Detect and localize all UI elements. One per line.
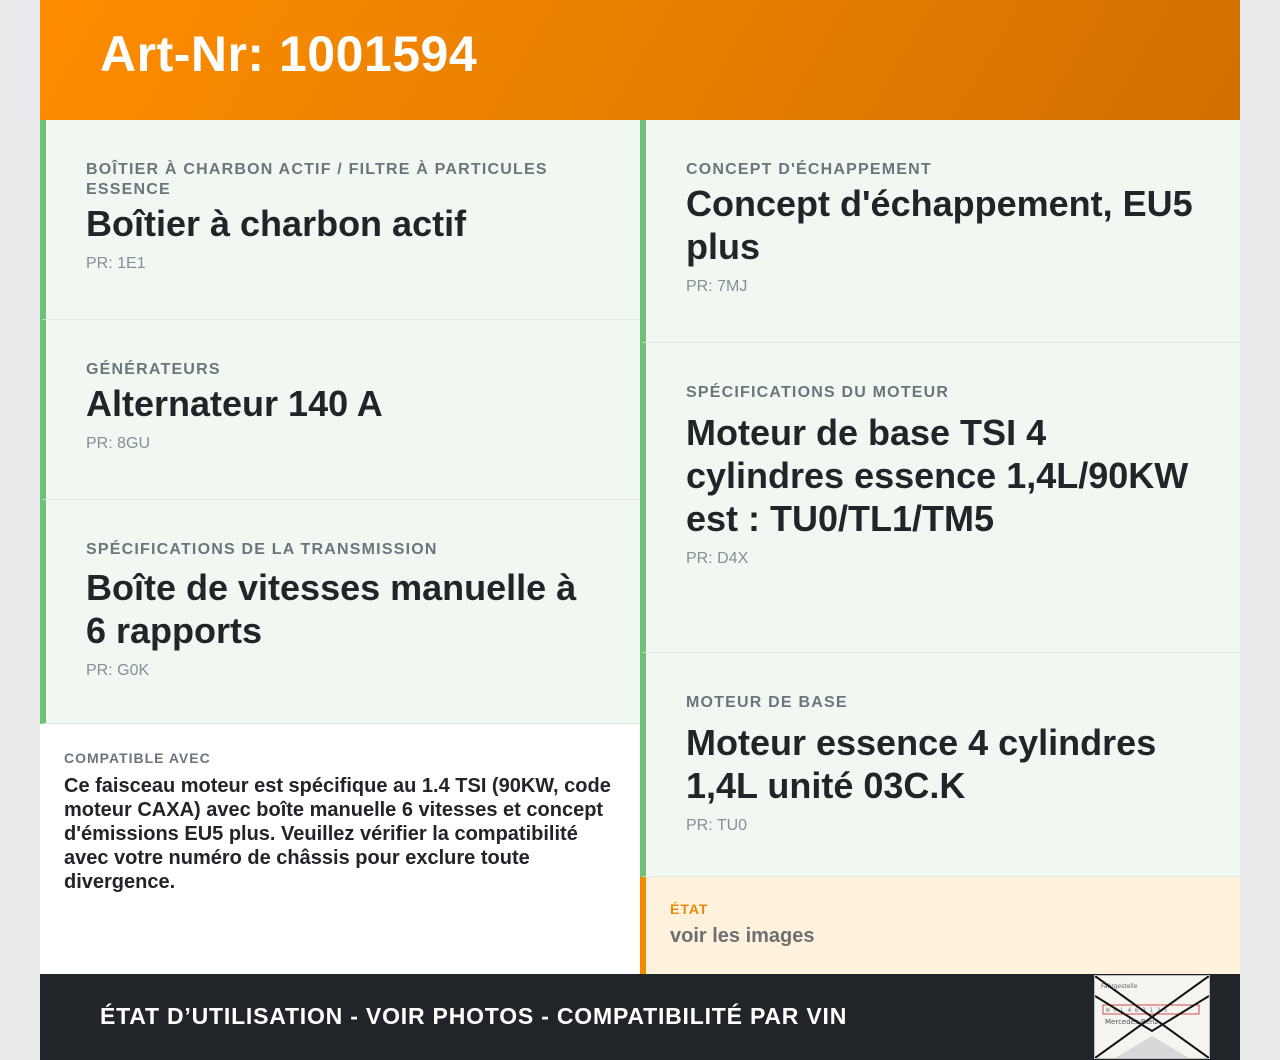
footer-bar: [40, 974, 1240, 1060]
spec-value: Concept d'échappement, EU5 plus: [686, 183, 1193, 267]
spec-value: Boîtier à charbon actif: [86, 203, 467, 244]
spec-category: MOTEUR DE BASE: [686, 694, 848, 711]
spec-pr-code: PR: D4X: [686, 550, 749, 567]
spec-value: Moteur essence 4 cylindres 1,4L unité 03C.K: [686, 722, 1157, 806]
spec-card: [640, 120, 1240, 343]
spec-value: Boîte de vitesses manuelle à 6 rapports: [86, 567, 577, 651]
spec-pr-code: PR: 7MJ: [686, 278, 748, 295]
svg-text:Fahrgestelle: Fahrgestelle: [1101, 983, 1138, 990]
spec-card: [40, 320, 640, 500]
svg-text:W 0 L 4 6 3 1 3 5: W 0 L 4 6 3 1 3 5: [1106, 1007, 1168, 1014]
compatibility-text: Ce faisceau moteur est spécifique au 1.4 TSI (90KW, code moteur CAXA) avec boîte manuelle 6 vitesses et concept d'émissions EU5 plus. Veuillez vérifier la compatibilité avec votre numéro de châssis pour exclure toute divergence.: [64, 775, 611, 893]
page-title: Art-Nr: 1001594: [100, 26, 478, 82]
spec-pr-code: PR: 1E1: [86, 255, 146, 272]
condition-text: voir les images: [670, 925, 815, 947]
left-column: [40, 120, 640, 974]
condition-label: ÉTAT: [670, 901, 709, 917]
spec-sheet: [40, 0, 1240, 1060]
spec-card: [40, 500, 640, 724]
spec-category: SPÉCIFICATIONS DU MOTEUR: [686, 384, 950, 401]
vin-plate-thumbnail[interactable]: [1094, 975, 1210, 1059]
spec-pr-code: PR: TU0: [686, 817, 748, 834]
compatibility-note: [40, 724, 640, 894]
spec-card: [640, 343, 1240, 653]
spec-value: Alternateur 140 A: [86, 383, 383, 424]
spec-pr-code: PR: 8GU: [86, 435, 151, 452]
spec-value: Moteur de base TSI 4 cylindres essence 1,4L/90KW est : TU0/TL1/TM5: [686, 412, 1189, 539]
vin-plate-image: [1095, 976, 1209, 1058]
spec-pr-code: PR: G0K: [86, 662, 150, 679]
footer-text: ÉTAT D’UTILISATION - VOIR PHOTOS - COMPATIBILITÉ PAR VIN: [100, 1002, 848, 1029]
spec-category: GÉNÉRATEURS: [86, 361, 221, 378]
spec-card: [640, 653, 1240, 877]
svg-text:Mercedes-Benz: Mercedes-Benz: [1105, 1018, 1159, 1026]
right-column: [640, 120, 1240, 974]
spec-columns: [40, 120, 1240, 974]
compatibility-label: COMPATIBLE AVEC: [64, 750, 211, 766]
spec-category: BOÎTIER À CHARBON ACTIF / FILTRE À PARTICULES ESSENCE: [86, 161, 548, 198]
header-bar: [40, 0, 1240, 120]
condition-box: [640, 877, 1240, 974]
spec-card: [40, 120, 640, 320]
spec-category: SPÉCIFICATIONS DE LA TRANSMISSION: [86, 541, 438, 558]
spec-category: CONCEPT D'ÉCHAPPEMENT: [686, 161, 932, 178]
